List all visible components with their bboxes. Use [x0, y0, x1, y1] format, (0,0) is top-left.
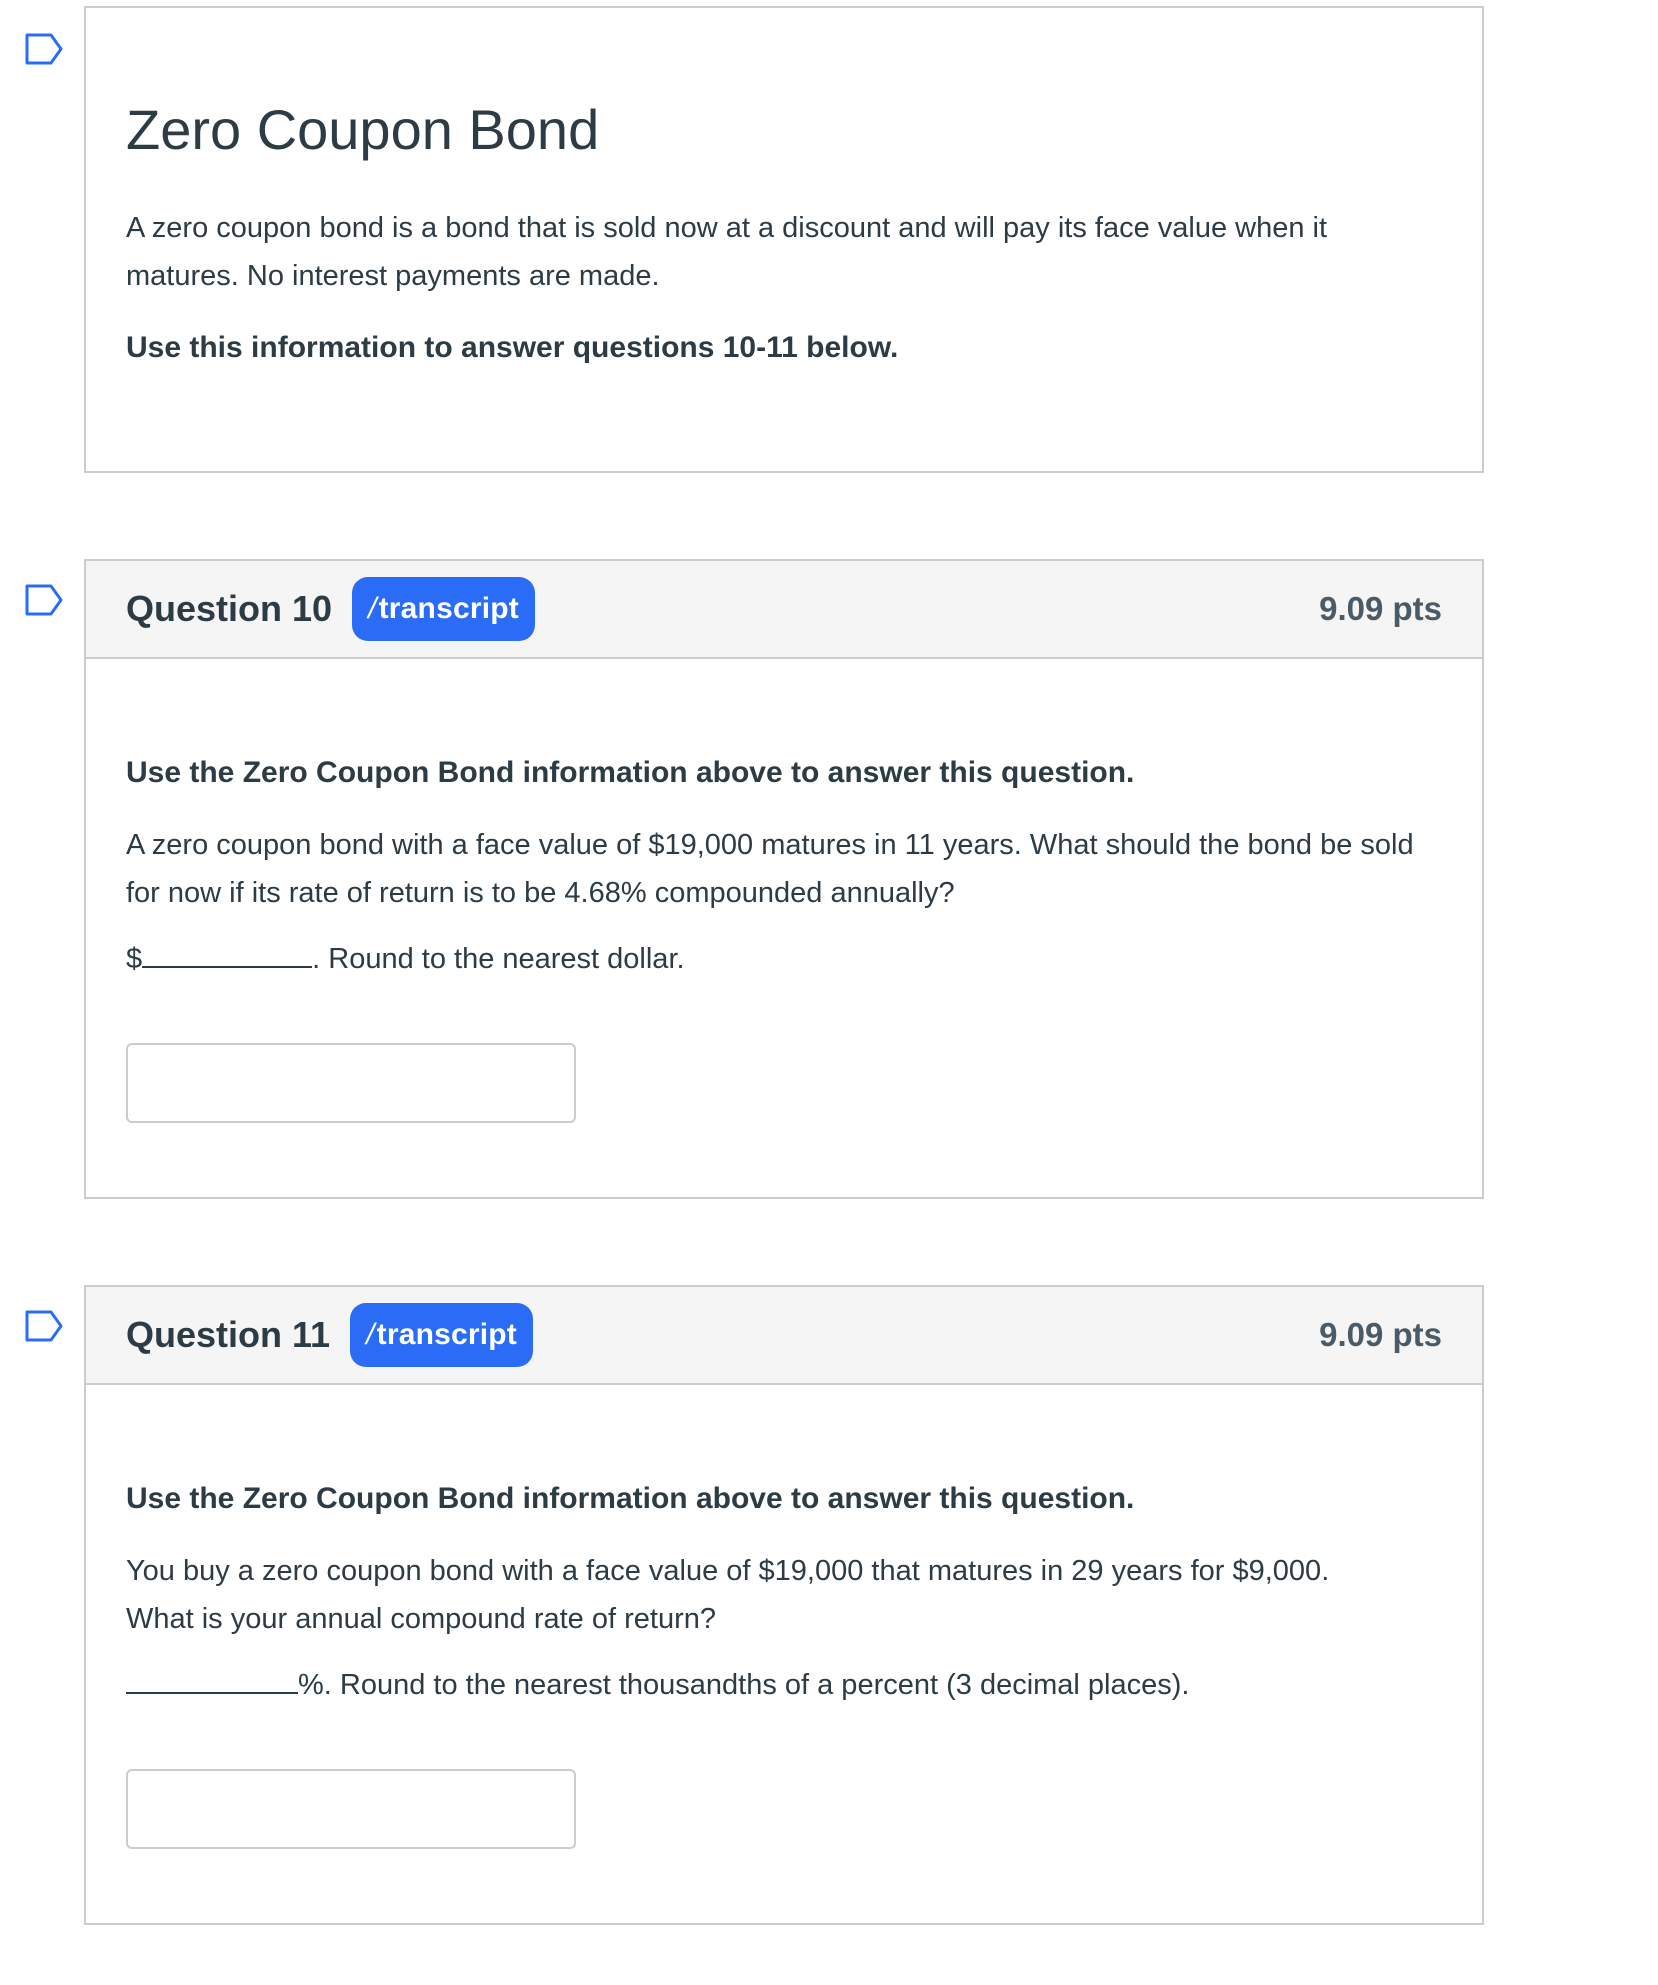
question-11-points: 9.09 pts — [1319, 1316, 1442, 1353]
question-10-text: A zero coupon bond with a face value of $19,000 matures in 11 years. What should the bond be sold for now if its rate of return is to be 4.68% compounded annually? — [126, 829, 1414, 909]
question-10-answer-input[interactable] — [126, 1043, 576, 1123]
question-11-answer-hint — [126, 1661, 1442, 1709]
answer-prefix: $ — [126, 943, 143, 975]
question-11-instruction: Use the Zero Coupon Bond information above to answer this question. — [126, 1482, 1135, 1515]
info-instruction: Use this information to answer questions 10-11 below. — [126, 331, 899, 364]
transcript-badge[interactable] — [352, 577, 535, 641]
info-title: Zero Coupon Bond — [126, 98, 600, 161]
question-11-title: Question 11 — [126, 1314, 331, 1355]
question-10-instruction: Use the Zero Coupon Bond information above to answer this question. — [126, 756, 1135, 789]
question-10-card — [84, 559, 1484, 1199]
question-11-card — [84, 1285, 1484, 1925]
info-description: A zero coupon bond is a bond that is sold now at a discount and will pay its face value when it matures. No interest payments are made. — [126, 212, 1328, 292]
question-10-points: 9.09 pts — [1319, 590, 1442, 627]
question-11-header — [86, 1287, 1482, 1385]
flag-question-10-icon[interactable] — [24, 583, 64, 617]
question-11-text: You buy a zero coupon bond with a face value of $19,000 that matures in 29 years for $9,000. What is your annual compound rate of return? — [126, 1555, 1330, 1635]
answer-blank — [142, 936, 312, 968]
info-card — [84, 6, 1484, 473]
transcript-badge[interactable] — [350, 1303, 533, 1367]
transcript-label: transcript — [378, 592, 519, 625]
answer-suffix: %. Round to the nearest thousandths of a percent (3 decimal places). — [298, 1669, 1190, 1701]
answer-suffix: . Round to the nearest dollar. — [312, 943, 685, 975]
flag-info-icon[interactable] — [24, 32, 64, 66]
question-10-header — [86, 561, 1482, 659]
flag-question-11-icon[interactable] — [24, 1309, 64, 1343]
answer-blank — [126, 1662, 298, 1694]
question-10-title: Question 10 — [126, 588, 333, 629]
question-11-answer-input[interactable] — [126, 1769, 576, 1849]
slash-icon: / — [366, 1318, 375, 1351]
slash-icon: / — [368, 592, 377, 625]
transcript-label: transcript — [376, 1318, 517, 1351]
question-10-answer-hint — [126, 935, 1442, 983]
